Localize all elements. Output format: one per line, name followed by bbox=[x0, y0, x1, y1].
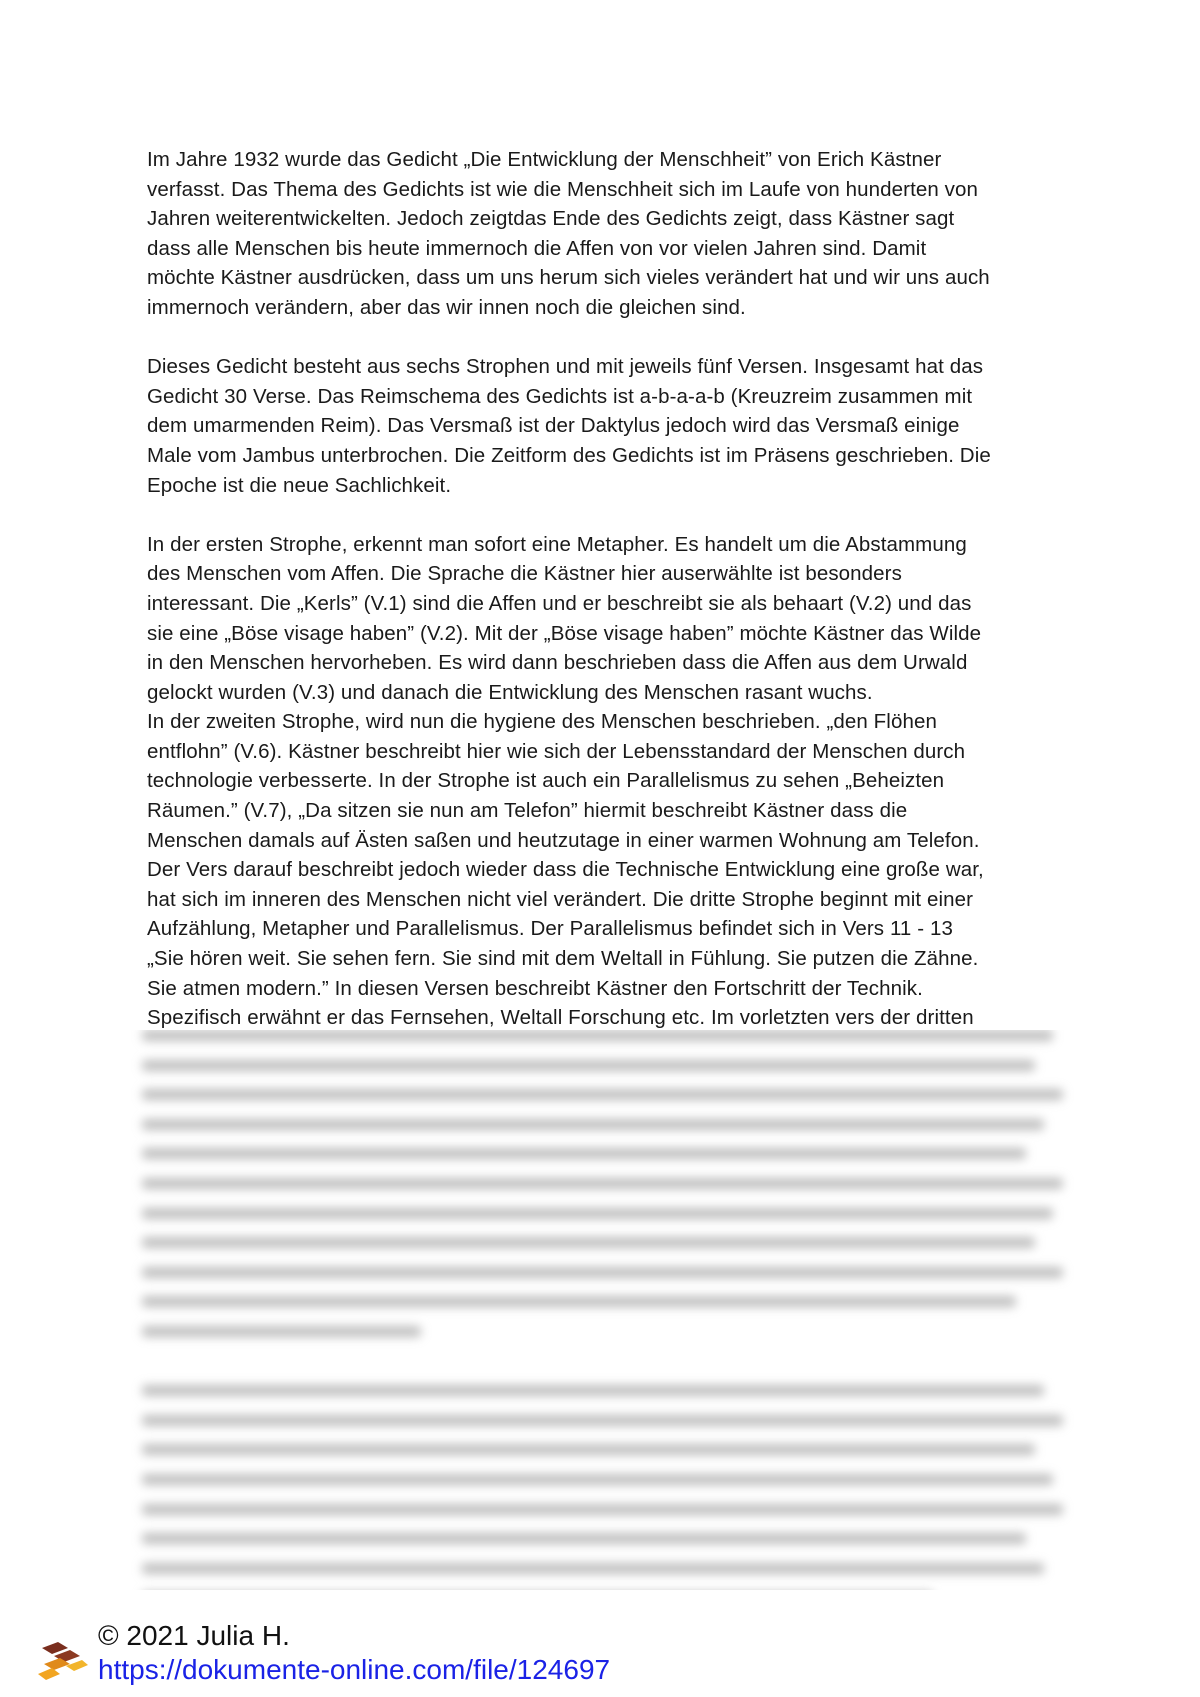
blurred-line bbox=[142, 1504, 1063, 1515]
dokumente-online-logo-icon bbox=[38, 1634, 88, 1680]
text-line: Im Jahre 1932 wurde das Gedicht „Die Entwicklung der Menschheit” von Erich Kästner bbox=[147, 148, 942, 171]
blurred-line bbox=[142, 1148, 1026, 1159]
text-line: gelockt wurden (V.3) und danach die Entwicklung des Menschen rasant wuchs. bbox=[147, 680, 873, 704]
text-line: Der Vers darauf beschreibt jedoch wieder dass die Technische Entwicklung eine große war, bbox=[147, 858, 984, 882]
paragraph bbox=[147, 530, 1077, 1033]
text-line: Spezifisch erwähnt er das Fernsehen, Weltall Forschung etc. Im vorletzten vers der dritten bbox=[147, 1006, 974, 1030]
text-line: Menschen damals auf Ästen saßen und heutzutage in einer warmen Wohnung am Telefon. bbox=[147, 828, 980, 852]
blurred-line bbox=[142, 1178, 1063, 1189]
blurred-line bbox=[142, 1030, 1053, 1041]
text-line: sie eine „Böse visage haben” (V.2). Mit der „Böse visage haben” möchte Kästner das Wilde bbox=[147, 621, 982, 645]
blurred-line bbox=[142, 1060, 1035, 1071]
blurred-line bbox=[142, 1208, 1053, 1219]
blurred-line bbox=[142, 1267, 1063, 1278]
blurred-content-region bbox=[130, 1030, 1080, 1590]
blurred-line bbox=[142, 1533, 1026, 1544]
blurred-line bbox=[142, 1326, 421, 1337]
text-line: entflohn” (V.6). Kästner beschreibt hier wie sich der Lebensstandard der Menschen durch bbox=[147, 739, 966, 763]
text-line: interessant. Die „Kerls” (V.1) sind die Affen und er beschreibt sie als behaart (V.2) und das bbox=[147, 591, 972, 615]
document-body bbox=[147, 145, 1077, 1033]
paragraph bbox=[147, 145, 1077, 323]
text-line: dem umarmenden Reim). Das Versmaß ist der Daktylus jedoch wird das Versmaß einige bbox=[147, 414, 960, 438]
text-line: Dieses Gedicht besteht aus sechs Strophen und mit jeweils fünf Versen. Insgesamt hat das bbox=[147, 355, 984, 379]
text-line: Jahren weiterentwickelten. Jedoch zeigtdas Ende des Gedichts zeigt, dass Kästner sagt bbox=[147, 207, 955, 231]
text-line: In der zweiten Strophe, wird nun die hygiene des Menschen beschrieben. „den Flöhen bbox=[147, 710, 937, 734]
blurred-line bbox=[142, 1385, 1044, 1396]
text-line: „Sie hören weit. Sie sehen fern. Sie sind mit dem Weltall in Fühlung. Sie putzen die Zähne. bbox=[147, 947, 979, 971]
blurred-line bbox=[142, 1415, 1063, 1426]
source-link[interactable]: https://dokumente-online.com/file/124697 bbox=[98, 1654, 611, 1685]
blurred-line bbox=[142, 1474, 1053, 1485]
blurred-line bbox=[142, 1237, 1035, 1248]
text-line: Räumen.” (V.7), „Da sitzen sie nun am Telefon” hiermit beschreibt Kästner dass die bbox=[147, 799, 908, 823]
blurred-text-lines bbox=[142, 1030, 1072, 1590]
text-line: in den Menschen hervorheben. Es wird dann beschrieben dass die Affen aus dem Urwald bbox=[147, 651, 968, 675]
text-line: des Menschen vom Affen. Die Sprache die Kästner hier auserwählte ist besonders bbox=[147, 562, 902, 586]
text-line: Aufzählung, Metapher und Parallelismus. Der Parallelismus befindet sich in Vers 11 - 13 bbox=[147, 917, 953, 941]
text-line: Sie atmen modern.” In diesen Versen beschreibt Kästner den Fortschritt der Technik. bbox=[147, 976, 923, 1000]
blurred-line bbox=[142, 1089, 1063, 1100]
text-line: verfasst. Das Thema des Gedichts ist wie die Menschheit sich im Laufe von hunderten von bbox=[147, 177, 979, 201]
text-line: Male vom Jambus unterbrochen. Die Zeitform des Gedichts ist im Präsens geschrieben. Die bbox=[147, 443, 991, 467]
text-line: dass alle Menschen bis heute immernoch die Affen von vor vielen Jahren sind. Damit bbox=[147, 236, 927, 260]
text-line: hat sich im inneren des Menschen nicht viel verändert. Die dritte Strophe beginnt mit einer bbox=[147, 887, 974, 911]
text-line: Epoche ist die neue Sachlichkeit. bbox=[147, 473, 452, 497]
text-line: Gedicht 30 Verse. Das Reimschema des Gedichts ist a-b-a-a-b (Kreuzreim zusammen mit bbox=[147, 384, 973, 408]
blurred-line bbox=[142, 1356, 1072, 1386]
copyright-text: © 2021 Julia H. bbox=[98, 1620, 290, 1651]
text-line: In der ersten Strophe, erkennt man sofort eine Metapher. Es handelt um die Abstammung bbox=[147, 532, 967, 556]
blurred-line bbox=[142, 1296, 1016, 1307]
text-line: möchte Kästner ausdrücken, dass um uns herum sich vieles verändert hat und wir uns auch bbox=[147, 266, 990, 290]
blurred-line bbox=[142, 1563, 1044, 1574]
text-line: technologie verbesserte. In der Strophe ist auch ein Parallelismus zu sehen „Beheizten bbox=[147, 769, 945, 793]
text-line: immernoch verändern, aber das wir innen noch die gleichen sind. bbox=[147, 295, 746, 319]
blurred-line bbox=[142, 1444, 1035, 1455]
blurred-line bbox=[142, 1119, 1044, 1130]
paragraph bbox=[147, 352, 1077, 500]
footer bbox=[38, 1620, 838, 1690]
